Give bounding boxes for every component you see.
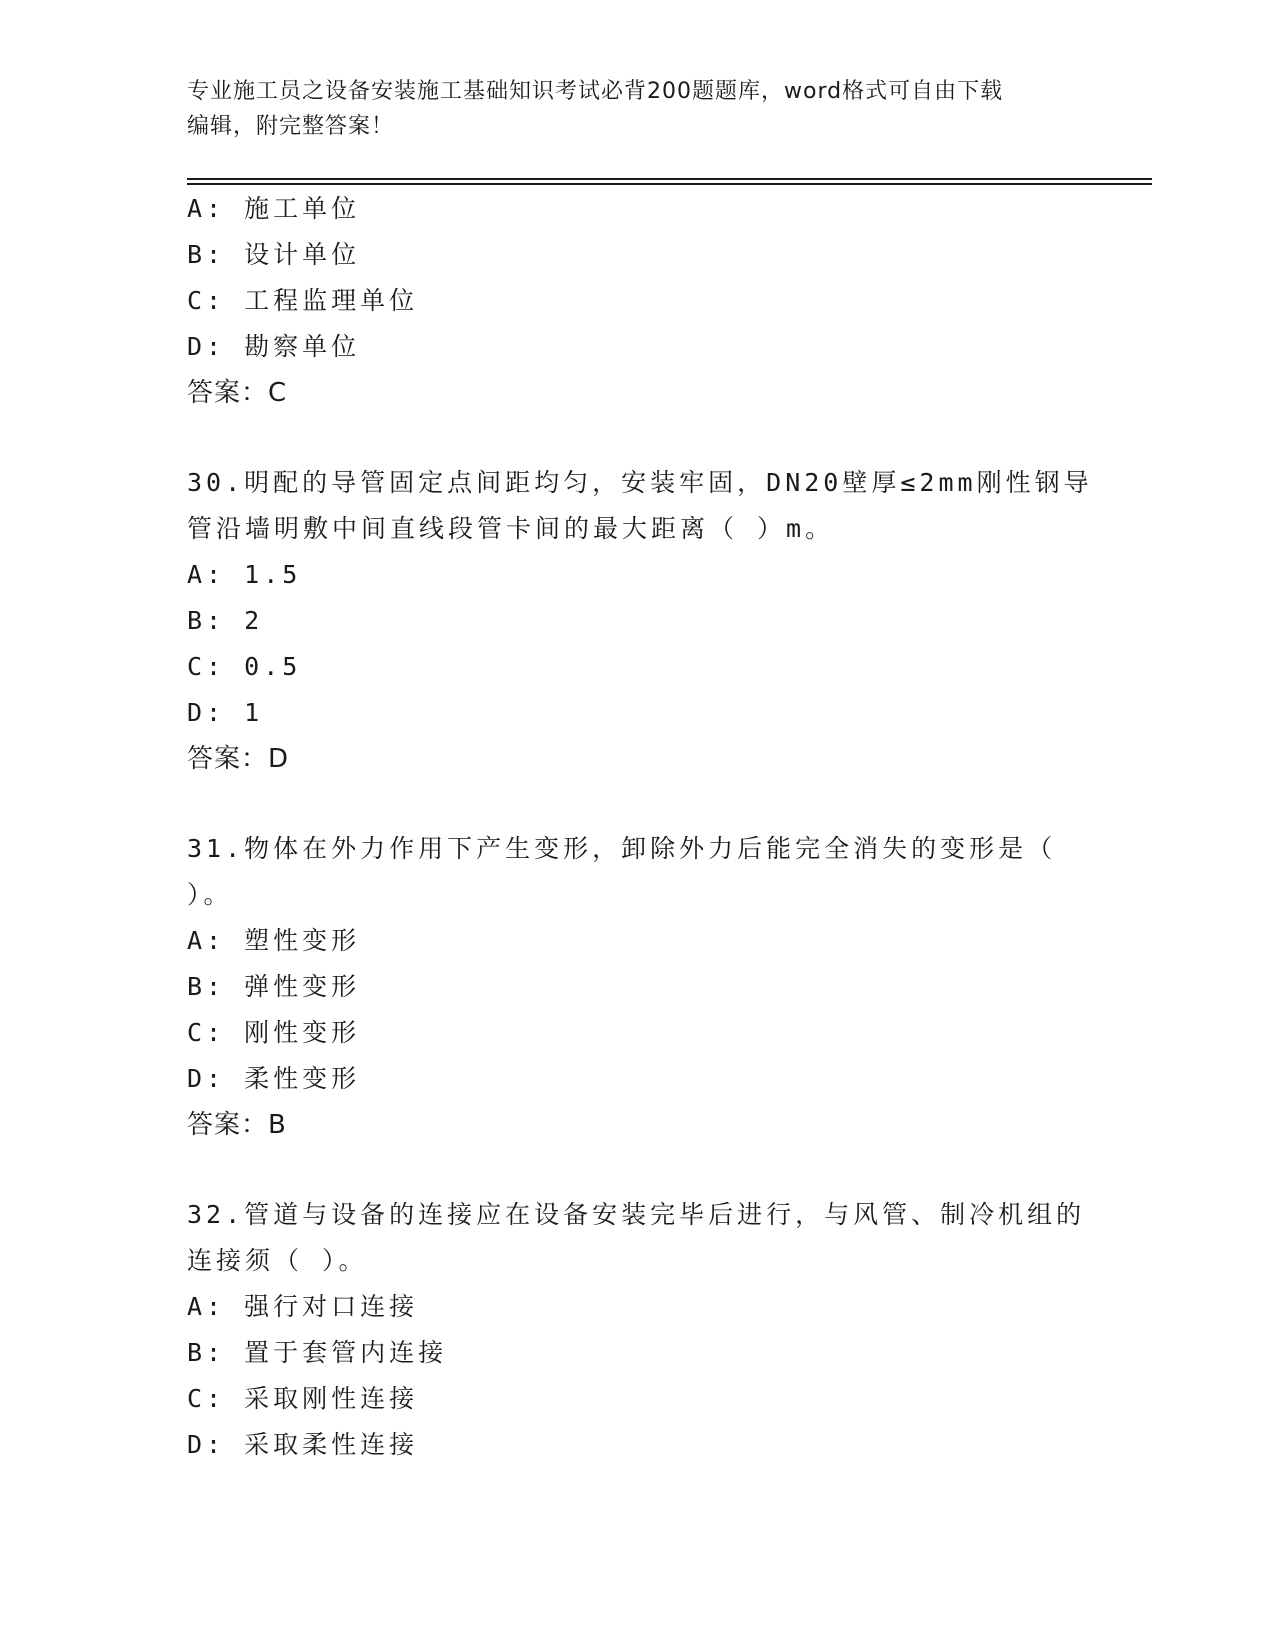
option-c: C: 0.5 xyxy=(187,652,302,681)
question-text-line-1: 32.管道与设备的连接应在设备安装完毕后进行，与风管、制冷机组的 xyxy=(187,1200,1086,1229)
option-c: C: 采取刚性连接 xyxy=(187,1384,419,1413)
option-a: A: 强行对口连接 xyxy=(187,1292,419,1321)
question-31 xyxy=(187,826,1147,1148)
option-d: D: 1 xyxy=(187,698,264,727)
question-text-line-2: ）。 xyxy=(187,880,233,909)
option-b: B: 置于套管内连接 xyxy=(187,1338,448,1367)
document-header xyxy=(187,74,1067,144)
option-d: D: 采取柔性连接 xyxy=(187,1430,419,1459)
option-d: D: 勘察单位 xyxy=(187,332,361,361)
option-b: B: 2 xyxy=(187,606,264,635)
option-b: B: 设计单位 xyxy=(187,240,361,269)
header-divider-top xyxy=(187,178,1152,180)
option-d: D: 柔性变形 xyxy=(187,1064,361,1093)
question-32 xyxy=(187,1192,1147,1468)
question-30 xyxy=(187,460,1147,782)
question-29-options xyxy=(187,186,1147,416)
option-b: B: 弹性变形 xyxy=(187,972,361,1001)
answer-line: 答案：B xyxy=(187,1110,287,1140)
option-c: C: 工程监理单位 xyxy=(187,286,419,315)
answer-line: 答案：C xyxy=(187,378,288,408)
question-text-line-2: 连接须（ ）。 xyxy=(187,1246,368,1275)
header-title-line-1: 专业施工员之设备安装施工基础知识考试必背200题题库，word格式可自由下载 xyxy=(187,79,1004,104)
option-a: A: 施工单位 xyxy=(187,194,361,223)
header-divider-bottom xyxy=(187,183,1152,185)
option-a: A: 1.5 xyxy=(187,560,302,589)
question-text-line-1: 30.明配的导管固定点间距均匀，安装牢固，DN20壁厚≤2mm刚性钢导 xyxy=(187,468,1093,497)
option-a: A: 塑性变形 xyxy=(187,926,361,955)
question-list xyxy=(187,186,1147,1468)
option-c: C: 刚性变形 xyxy=(187,1018,361,1047)
question-text-line-2: 管沿墙明敷中间直线段管卡间的最大距离（ ）m。 xyxy=(187,514,835,543)
answer-line: 答案：D xyxy=(187,744,290,774)
question-text-line-1: 31.物体在外力作用下产生变形，卸除外力后能完全消失的变形是（ xyxy=(187,834,1057,863)
header-title-line-2: 编辑，附完整答案！ xyxy=(187,114,395,139)
